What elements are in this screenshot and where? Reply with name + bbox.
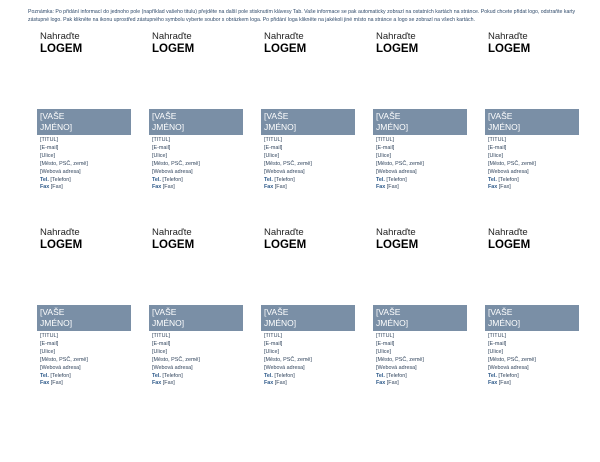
email-field[interactable]: [E-mail] [376, 340, 395, 347]
website-field[interactable]: [Webová adresa] [376, 168, 417, 175]
phone-row [40, 177, 88, 185]
instruction-note: Poznámka: Po přidání informací do jednoho pole (například vašeho titulu) přejděte na další pole stisknutím klávesy Tab. Vaše informace se pak automaticky zobrazí na ostatních kartách na stránce. Pokud chcete přidat logo, odstraňte karty zástupné logo. Pak klikněte na ikonu uprostřed zástupného symbolu vyberte soubor s obrázkem loga. Po přidání loga klikněte na jakékoli jiné místo na stránce a logo se zobrazí na všech kartách. [28, 9, 576, 23]
title-field[interactable]: [TITUL] [488, 137, 506, 143]
street-field[interactable]: [Ulice] [376, 152, 391, 159]
logo-placeholder-label[interactable]: LOGEM [264, 239, 307, 251]
website-field[interactable]: [Webová adresa] [376, 364, 417, 371]
phone-label: Tel. [488, 372, 497, 379]
name-line-2: JMÉNO] [488, 318, 521, 328]
fax-row [376, 184, 424, 192]
street-field[interactable]: [Ulice] [40, 348, 55, 355]
phone-field[interactable]: [Telefon] [274, 372, 295, 379]
phone-field[interactable]: [Telefon] [50, 176, 71, 183]
website-field[interactable]: [Webová adresa] [488, 364, 529, 371]
street-field[interactable]: [Ulice] [488, 152, 503, 159]
phone-field[interactable]: [Telefon] [162, 176, 183, 183]
logo-placeholder-text[interactable]: Nahraďte [40, 31, 80, 42]
phone-field[interactable]: [Telefon] [50, 372, 71, 379]
name-box[interactable] [37, 109, 131, 135]
street-field[interactable]: [Ulice] [152, 152, 167, 159]
street-field[interactable]: [Ulice] [488, 348, 503, 355]
contact-info [264, 137, 312, 192]
city-field[interactable]: [Město, PSČ, země] [376, 356, 424, 363]
business-card [371, 28, 471, 223]
title-field[interactable]: [TITUL] [264, 137, 282, 143]
business-card [147, 28, 247, 223]
fax-field[interactable]: [Fax] [50, 184, 63, 191]
logo-placeholder-label[interactable]: LOGEM [152, 43, 195, 55]
business-card [483, 28, 583, 223]
name-line-1: [VAŠE [376, 111, 401, 121]
city-field[interactable]: [Město, PSČ, země] [152, 160, 200, 167]
fax-label: Fax [488, 380, 498, 387]
email-field[interactable]: [E-mail] [40, 144, 59, 151]
phone-label: Tel. [40, 372, 49, 379]
phone-label: Tel. [152, 372, 161, 379]
name-box[interactable] [37, 305, 131, 331]
phone-field[interactable]: [Telefon] [498, 176, 519, 183]
city-field[interactable]: [Město, PSČ, země] [376, 160, 424, 167]
email-field[interactable]: [E-mail] [152, 340, 171, 347]
fax-label: Fax [264, 380, 274, 387]
fax-field[interactable]: [Fax] [274, 380, 287, 387]
city-field[interactable]: [Město, PSČ, země] [264, 356, 312, 363]
name-box[interactable] [485, 305, 579, 331]
street-field[interactable]: [Ulice] [376, 348, 391, 355]
contact-info [264, 333, 312, 388]
business-card [35, 224, 135, 419]
phone-row [376, 373, 424, 381]
fax-field[interactable]: [Fax] [386, 184, 399, 191]
logo-placeholder-text[interactable]: Nahraďte [264, 31, 304, 42]
name-line-2: JMÉNO] [376, 122, 409, 132]
city-field[interactable]: [Město, PSČ, země] [488, 160, 536, 167]
fax-row [376, 380, 424, 388]
name-box[interactable] [149, 109, 243, 135]
fax-label: Fax [40, 380, 50, 387]
phone-label: Tel. [40, 176, 49, 183]
fax-label: Fax [152, 380, 162, 387]
phone-field[interactable]: [Telefon] [386, 176, 407, 183]
name-box[interactable] [261, 305, 355, 331]
name-line-2: JMÉNO] [376, 318, 409, 328]
title-field[interactable]: [TITUL] [152, 333, 170, 339]
business-card [35, 28, 135, 223]
name-box[interactable] [373, 109, 467, 135]
logo-placeholder-text[interactable]: Nahraďte [376, 31, 416, 42]
name-box[interactable] [261, 109, 355, 135]
phone-label: Tel. [152, 176, 161, 183]
fax-row [264, 380, 312, 388]
logo-placeholder-text[interactable]: Nahraďte [488, 31, 528, 42]
logo-placeholder-label[interactable]: LOGEM [488, 43, 531, 55]
fax-field[interactable]: [Fax] [386, 380, 399, 387]
name-line-1: [VAŠE [40, 111, 65, 121]
fax-label: Fax [376, 184, 386, 191]
contact-info [488, 333, 536, 388]
email-field[interactable]: [E-mail] [376, 144, 395, 151]
phone-row [488, 177, 536, 185]
phone-label: Tel. [376, 372, 385, 379]
name-line-2: JMÉNO] [488, 122, 521, 132]
logo-placeholder-text[interactable]: Nahraďte [376, 227, 416, 238]
logo-placeholder-text[interactable]: Nahraďte [488, 227, 528, 238]
phone-label: Tel. [488, 176, 497, 183]
title-field[interactable]: [TITUL] [264, 333, 282, 339]
fax-row [488, 184, 536, 192]
phone-row [264, 177, 312, 185]
phone-row [488, 373, 536, 381]
title-field[interactable]: [TITUL] [152, 137, 170, 143]
phone-row [264, 373, 312, 381]
fax-row [488, 380, 536, 388]
name-line-2: JMÉNO] [264, 318, 297, 328]
name-line-1: [VAŠE [488, 111, 513, 121]
fax-field[interactable]: [Fax] [162, 184, 175, 191]
name-box[interactable] [149, 305, 243, 331]
city-field[interactable]: [Město, PSČ, země] [40, 356, 88, 363]
name-line-2: JMÉNO] [40, 122, 73, 132]
name-line-1: [VAŠE [488, 307, 513, 317]
street-field[interactable]: [Ulice] [152, 348, 167, 355]
name-line-1: [VAŠE [152, 307, 177, 317]
contact-info [376, 333, 424, 388]
website-field[interactable]: [Webová adresa] [264, 364, 305, 371]
website-field[interactable]: [Webová adresa] [40, 364, 81, 371]
title-field[interactable]: [TITUL] [376, 137, 394, 143]
logo-placeholder-label[interactable]: LOGEM [264, 43, 307, 55]
city-field[interactable]: [Město, PSČ, země] [40, 160, 88, 167]
fax-field[interactable]: [Fax] [498, 380, 511, 387]
logo-placeholder-text[interactable]: Nahraďte [152, 227, 192, 238]
logo-placeholder-text[interactable]: Nahraďte [264, 227, 304, 238]
fax-row [152, 380, 200, 388]
name-line-2: JMÉNO] [152, 318, 185, 328]
email-field[interactable]: [E-mail] [40, 340, 59, 347]
fax-row [40, 184, 88, 192]
contact-info [152, 137, 200, 192]
email-field[interactable]: [E-mail] [152, 144, 171, 151]
fax-label: Fax [40, 184, 50, 191]
website-field[interactable]: [Webová adresa] [152, 364, 193, 371]
title-field[interactable]: [TITUL] [376, 333, 394, 339]
city-field[interactable]: [Město, PSČ, země] [152, 356, 200, 363]
contact-info [488, 137, 536, 192]
fax-label: Fax [488, 184, 498, 191]
street-field[interactable]: [Ulice] [264, 348, 279, 355]
name-line-2: JMÉNO] [152, 122, 185, 132]
phone-row [152, 373, 200, 381]
name-line-2: JMÉNO] [264, 122, 297, 132]
logo-placeholder-label[interactable]: LOGEM [488, 239, 531, 251]
title-field[interactable]: [TITUL] [40, 137, 58, 143]
name-line-1: [VAŠE [152, 111, 177, 121]
phone-label: Tel. [264, 372, 273, 379]
phone-label: Tel. [376, 176, 385, 183]
website-field[interactable]: [Webová adresa] [488, 168, 529, 175]
contact-info [152, 333, 200, 388]
contact-info [40, 333, 88, 388]
business-card [259, 224, 359, 419]
logo-placeholder-label[interactable]: LOGEM [152, 239, 195, 251]
city-field[interactable]: [Město, PSČ, země] [264, 160, 312, 167]
phone-field[interactable]: [Telefon] [498, 372, 519, 379]
name-box[interactable] [485, 109, 579, 135]
city-field[interactable]: [Město, PSČ, země] [488, 356, 536, 363]
fax-label: Fax [264, 184, 274, 191]
name-line-1: [VAŠE [264, 307, 289, 317]
phone-row [376, 177, 424, 185]
logo-placeholder-label[interactable]: LOGEM [376, 239, 419, 251]
fax-row [152, 184, 200, 192]
name-line-1: [VAŠE [376, 307, 401, 317]
website-field[interactable]: [Webová adresa] [264, 168, 305, 175]
email-field[interactable]: [E-mail] [264, 340, 283, 347]
logo-placeholder-text[interactable]: Nahraďte [40, 227, 80, 238]
logo-placeholder-label[interactable]: LOGEM [40, 43, 83, 55]
fax-row [264, 184, 312, 192]
website-field[interactable]: [Webová adresa] [40, 168, 81, 175]
name-line-2: JMÉNO] [40, 318, 73, 328]
name-box[interactable] [373, 305, 467, 331]
phone-field[interactable]: [Telefon] [386, 372, 407, 379]
title-field[interactable]: [TITUL] [40, 333, 58, 339]
contact-info [376, 137, 424, 192]
fax-row [40, 380, 88, 388]
email-field[interactable]: [E-mail] [264, 144, 283, 151]
name-line-1: [VAŠE [40, 307, 65, 317]
phone-row [152, 177, 200, 185]
website-field[interactable]: [Webová adresa] [152, 168, 193, 175]
street-field[interactable]: [Ulice] [264, 152, 279, 159]
business-card [483, 224, 583, 419]
fax-label: Fax [152, 184, 162, 191]
fax-label: Fax [376, 380, 386, 387]
fax-field[interactable]: [Fax] [498, 184, 511, 191]
title-field[interactable]: [TITUL] [488, 333, 506, 339]
logo-placeholder-label[interactable]: LOGEM [40, 239, 83, 251]
contact-info [40, 137, 88, 192]
fax-field[interactable]: [Fax] [162, 380, 175, 387]
business-card [259, 28, 359, 223]
phone-row [40, 373, 88, 381]
phone-field[interactable]: [Telefon] [162, 372, 183, 379]
fax-field[interactable]: [Fax] [274, 184, 287, 191]
business-card [147, 224, 247, 419]
email-field[interactable]: [E-mail] [488, 340, 507, 347]
phone-label: Tel. [264, 176, 273, 183]
name-line-1: [VAŠE [264, 111, 289, 121]
business-card [371, 224, 471, 419]
phone-field[interactable]: [Telefon] [274, 176, 295, 183]
logo-placeholder-text[interactable]: Nahraďte [152, 31, 192, 42]
email-field[interactable]: [E-mail] [488, 144, 507, 151]
logo-placeholder-label[interactable]: LOGEM [376, 43, 419, 55]
street-field[interactable]: [Ulice] [40, 152, 55, 159]
fax-field[interactable]: [Fax] [50, 380, 63, 387]
